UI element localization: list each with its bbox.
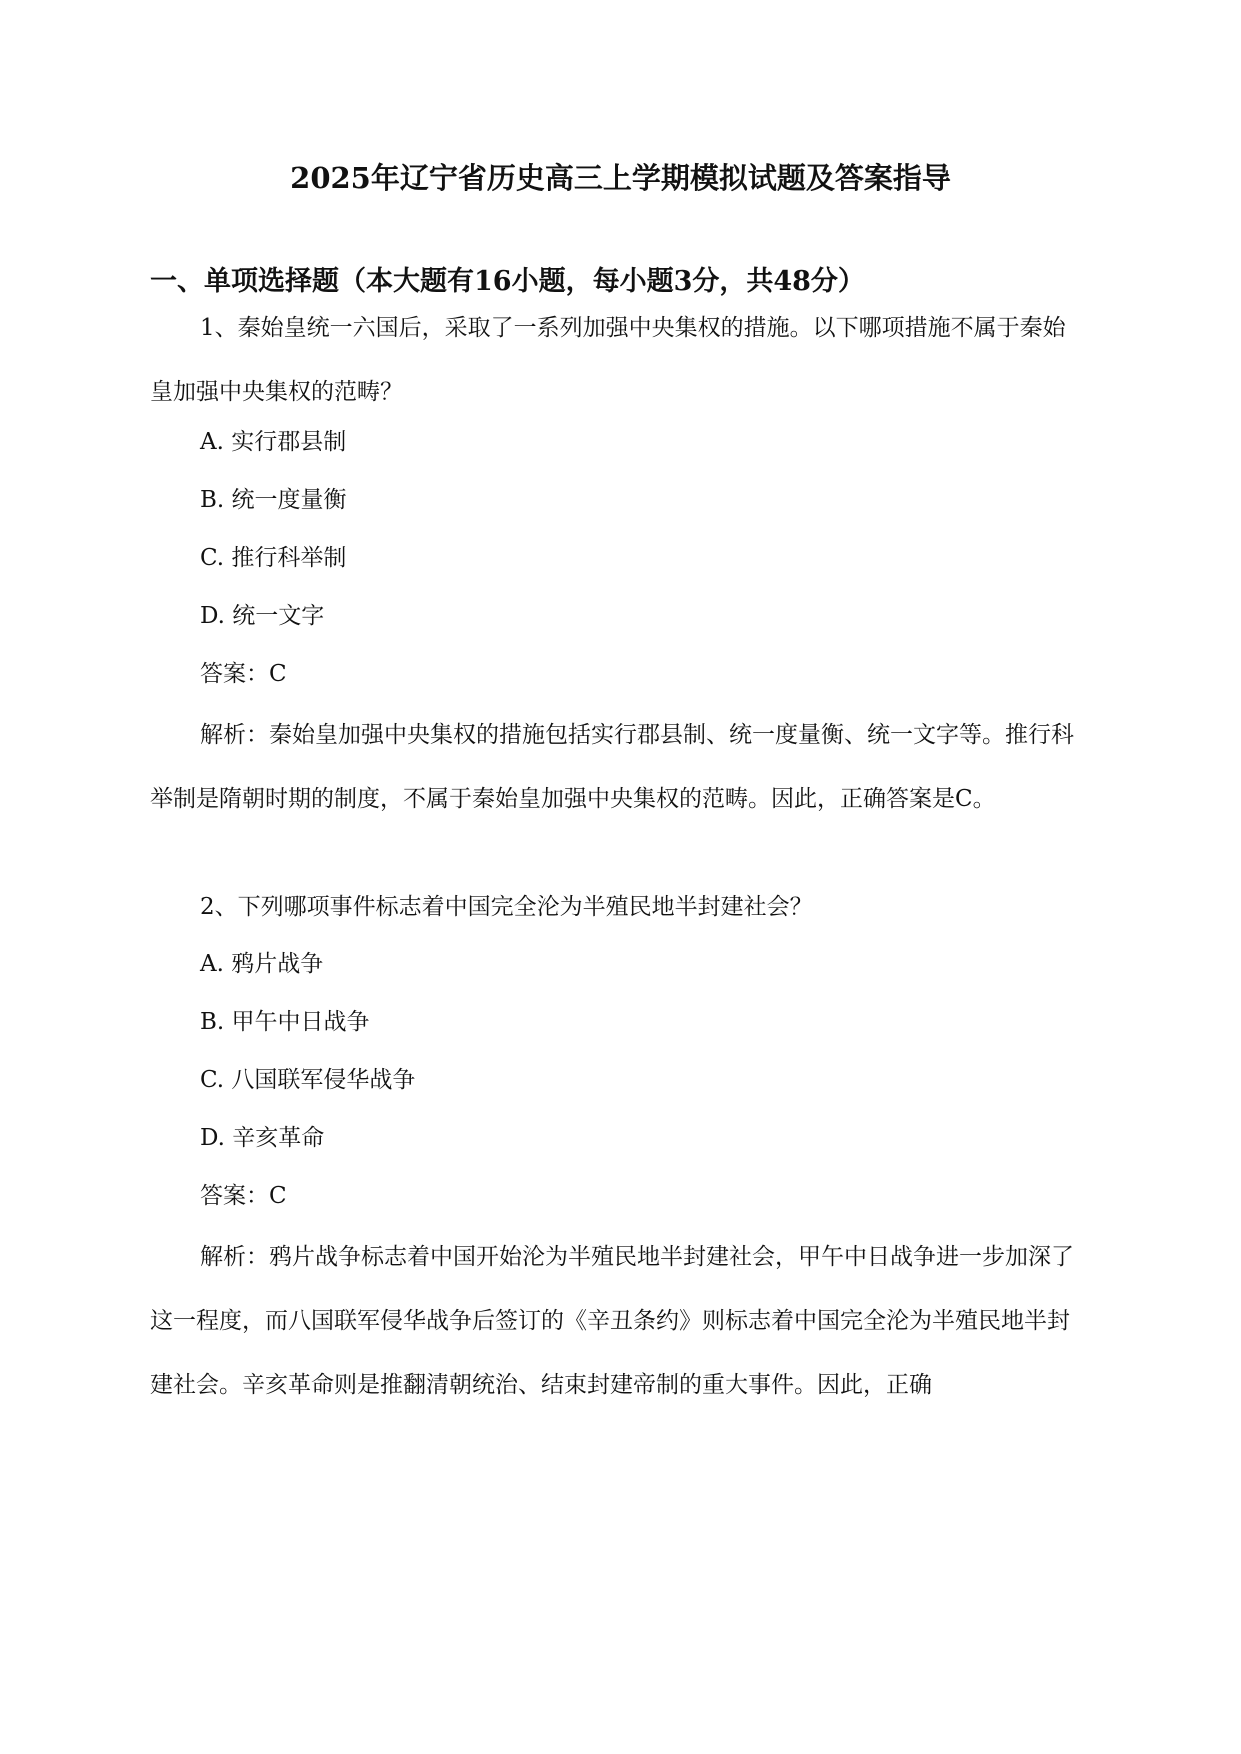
document-title: 2025年辽宁省历史高三上学期模拟试题及答案指导 (290, 161, 951, 195)
question-1-stem: 1、秦始皇统一六国后，采取了一系列加强中央集权的措施。以下哪项措施不属于秦始皇加强中央集权的范畴？ (150, 315, 1066, 405)
question-2-option-c: C. 八国联军侵华战争 (200, 1067, 416, 1093)
question-2-option-d: D. 辛亥革命 (200, 1125, 325, 1151)
question-1-option-b: B. 统一度量衡 (200, 487, 347, 513)
question-2-answer: 答案：C (200, 1183, 287, 1209)
question-1-option-c: C. 推行科举制 (200, 545, 347, 571)
question-2-option-a: A. 鸦片战争 (200, 951, 324, 977)
question-1-analysis: 解析：秦始皇加强中央集权的措施包括实行郡县制、统一度量衡、统一文字等。推行科举制是隋朝时期的制度，不属于秦始皇加强中央集权的范畴。因此，正确答案是C。 (150, 722, 1074, 812)
section-heading: 一、单项选择题（本大题有16小题，每小题3分，共48分） (150, 266, 865, 297)
question-1-option-a: A. 实行郡县制 (200, 429, 347, 455)
question-2-stem: 2、下列哪项事件标志着中国完全沦为半殖民地半封建社会？ (200, 894, 813, 920)
question-2-option-b: B. 甲午中日战争 (200, 1009, 370, 1035)
question-1-option-d: D. 统一文字 (200, 603, 325, 629)
question-1-answer: 答案：C (200, 661, 287, 687)
question-2-analysis: 解析：鸦片战争标志着中国开始沦为半殖民地半封建社会，甲午中日战争进一步加深了这一程度，而八国联军侵华战争后签订的《辛丑条约》则标志着中国完全沦为半殖民地半封建社会。辛亥革命则是推翻清朝统治、结束封建帝制的重大事件。因此，正确 (150, 1244, 1074, 1398)
